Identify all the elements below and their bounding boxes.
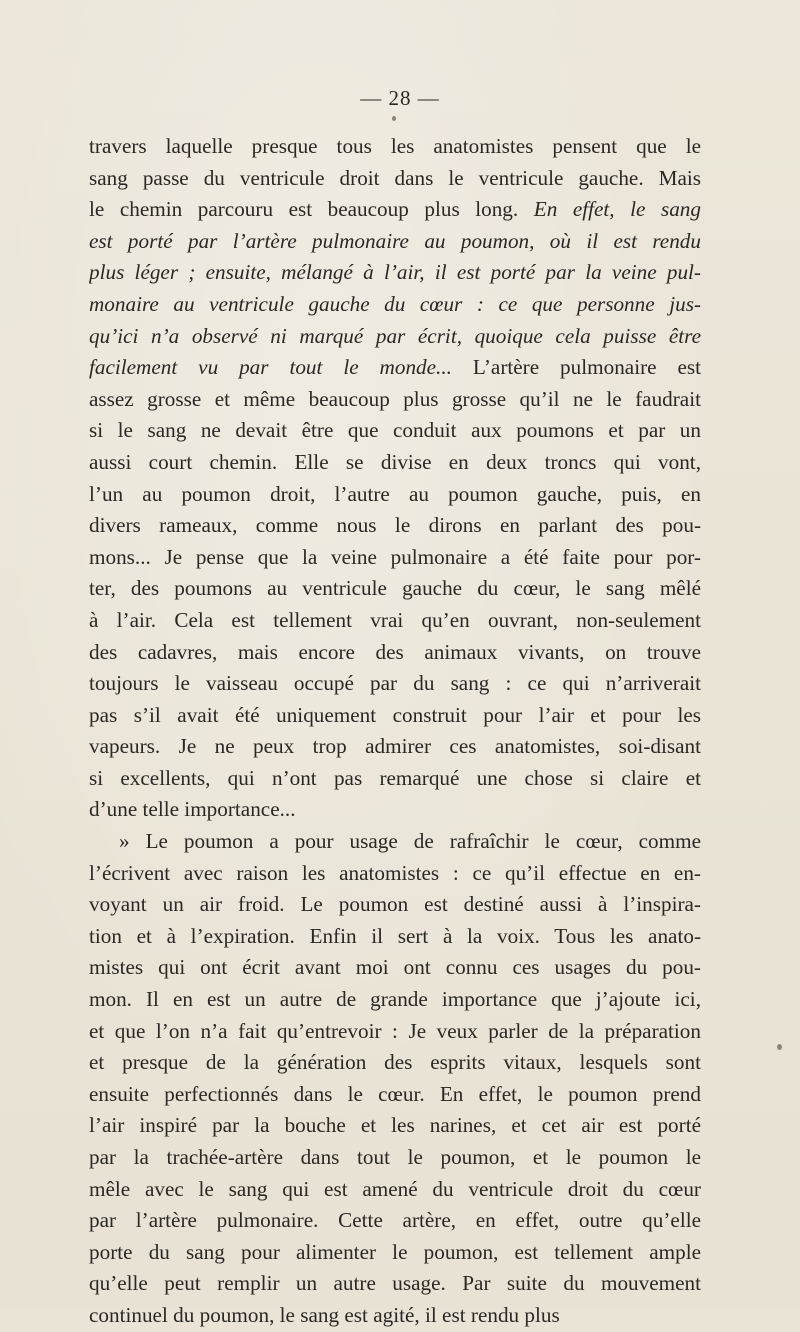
italic-text-segment: facilement vu par tout le monde... <box>89 355 452 380</box>
text-line <box>89 1079 701 1111</box>
text-line <box>89 1016 701 1048</box>
text-line <box>89 605 701 637</box>
text-segment: travers laquelle presque tous les anatomistes pensent que le <box>89 134 701 158</box>
paper-speck <box>392 116 396 121</box>
text-line <box>89 668 701 700</box>
text-segment: continuel du poumon, le sang est agité, il est rendu plus <box>89 1302 560 1327</box>
text-line <box>89 921 701 953</box>
text-line <box>89 794 701 826</box>
text-line <box>89 352 701 384</box>
text-line <box>89 226 701 258</box>
text-line <box>89 637 701 669</box>
text-line <box>89 194 701 226</box>
text-line <box>89 131 701 163</box>
text-segment: l’air inspiré par la bouche et les narines, et cet air est porté <box>89 1113 701 1138</box>
text-segment: si le sang ne devait être que conduit aux poumons et par un <box>89 418 701 443</box>
text-line <box>89 952 701 984</box>
text-line <box>89 573 701 605</box>
text-line <box>89 984 701 1016</box>
text-line <box>89 700 701 732</box>
text-line <box>89 1142 701 1174</box>
text-line <box>89 415 701 447</box>
text-segment: porte du sang pour alimenter le poumon, est tellement ample <box>89 1239 701 1264</box>
text-segment: mons... Je pense que la veine pulmonaire a été faite pour por- <box>89 544 701 569</box>
text-line <box>89 826 701 858</box>
text-segment: mêle avec le sang qui est amené du ventricule droit du cœur <box>89 1176 701 1201</box>
page-number: — 28 — <box>360 86 440 110</box>
text-line <box>89 479 701 511</box>
text-line <box>89 1174 701 1206</box>
text-line <box>89 1237 701 1269</box>
text-segment: L’artère pulmonaire est <box>451 355 701 380</box>
text-segment: » Le poumon a pour usage de rafraîchir le cœur, comme <box>119 829 701 854</box>
text-segment: assez grosse et même beaucoup plus grosse qu’il ne le faudrait <box>89 386 701 411</box>
text-line <box>89 447 701 479</box>
body-text <box>89 131 701 1332</box>
italic-text-segment: monaire au ventricule gauche du cœur : ce que personne jus- <box>89 291 701 316</box>
text-segment: vapeurs. Je ne peux trop admirer ces anatomistes, soi-disant <box>89 734 701 759</box>
text-line <box>89 384 701 416</box>
paper-speck <box>777 1044 782 1050</box>
text-line <box>89 731 701 763</box>
text-segment: qu’elle peut remplir un autre usage. Par suite du mouvement <box>89 1271 701 1296</box>
text-line <box>89 1110 701 1142</box>
italic-text-segment: qu’ici n’a observé ni marqué par écrit, quoique cela puisse être <box>89 323 701 348</box>
text-line <box>89 257 701 289</box>
text-segment: l’écrivent avec raison les anatomistes : ce qu’il effectue en en- <box>89 860 701 885</box>
text-segment: et que l’on n’a fait qu’entrevoir : Je veux parler de la préparation <box>89 1018 701 1043</box>
text-segment: divers rameaux, comme nous le dirons en parlant des pou- <box>89 513 701 538</box>
text-line <box>89 542 701 574</box>
text-segment: ensuite perfectionnés dans le cœur. En effet, le poumon prend <box>89 1081 701 1106</box>
text-line <box>89 858 701 890</box>
text-segment: et presque de la génération des esprits vitaux, lesquels sont <box>89 1050 701 1075</box>
text-segment: mistes qui ont écrit avant moi ont connu ces usages du pou- <box>89 955 701 980</box>
text-segment: ter, des poumons au ventricule gauche du cœur, le sang mêlé <box>89 576 701 601</box>
text-segment: l’un au poumon droit, l’autre au poumon gauche, puis, en <box>89 481 701 506</box>
text-segment: voyant un air froid. Le poumon est destiné aussi à l’inspira- <box>89 892 701 917</box>
text-segment: pas s’il avait été uniquement construit pour l’air et pour les <box>89 702 701 727</box>
text-line <box>89 1300 701 1332</box>
text-segment: tion et à l’expiration. Enfin il sert à la voix. Tous les anato- <box>89 923 701 948</box>
italic-text-segment: En effet, le sang <box>533 197 701 222</box>
text-segment: aussi court chemin. Elle se divise en deux troncs qui vont, <box>89 449 701 474</box>
text-line <box>89 1205 701 1237</box>
text-segment: d’une telle importance... <box>89 797 296 822</box>
text-segment: sang passe du ventricule droit dans le ventricule gauche. Mais <box>89 165 701 190</box>
text-segment: des cadavres, mais encore des animaux vivants, on trouve <box>89 639 701 664</box>
text-line <box>89 763 701 795</box>
text-line <box>89 889 701 921</box>
text-line <box>89 321 701 353</box>
text-segment: par l’artère pulmonaire. Cette artère, en effet, outre qu’elle <box>89 1208 701 1233</box>
italic-text-segment: plus léger ; ensuite, mélangé à l’air, il est porté par la veine pul- <box>89 260 701 285</box>
text-segment: à l’air. Cela est tellement vrai qu’en ouvrant, non-seulement <box>89 607 701 632</box>
text-segment: par la trachée-artère dans tout le poumon, et le poumon le <box>89 1145 701 1169</box>
text-segment: toujours le vaisseau occupé par du sang : ce qui n’arriverait <box>89 671 701 696</box>
text-line <box>89 1047 701 1079</box>
italic-text-segment: est porté par l’artère pulmonaire au poumon, où il est rendu <box>89 228 701 253</box>
text-segment: le chemin parcouru est beaucoup plus long. <box>89 197 534 222</box>
text-line <box>89 510 701 542</box>
text-line <box>89 289 701 321</box>
text-segment: si excellents, qui n’ont pas remarqué une chose si claire et <box>89 765 701 790</box>
text-line <box>89 163 701 195</box>
text-line <box>89 1268 701 1300</box>
text-segment: mon. Il en est un autre de grande importance que j’ajoute ici, <box>89 987 701 1012</box>
